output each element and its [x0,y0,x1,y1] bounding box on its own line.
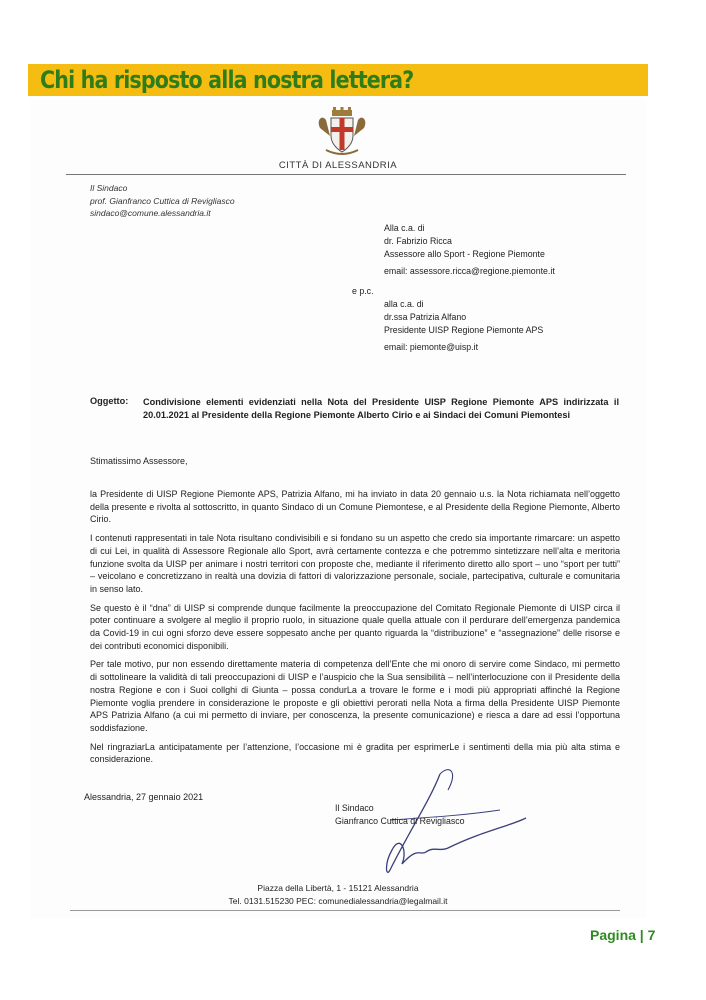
letterhead-divider [66,174,626,175]
letter-body [90,488,620,772]
sender-email: sindaco@comune.alessandria.it [90,208,211,218]
subject-text: Condivisione elementi evidenziati nella Nota del Presidente UISP Regione Piemonte APS indirizzata il 20.01.2021 al Presidente della Regione Piemonte Alberto Cirio e ai Sindaci dei Comuni Piemontesi [143,397,619,420]
paragraph: I contenuti rappresentati in tale Nota risultano condivisibili e si fondano su un aspetto che credo sia importante rimarcare: un aspetto di cui Lei, in qualità di Assessore Regionale allo Sport, avrà certamente contezza e che potremmo sintetizzare nell’alta e meritoria funzione svolta da UISP per animare i nostri territori con proposte che, mediante il riferimento diretto allo sport – uno “sport per tutti” – veicolano e concretizzano in realtà una dovizia di fattori di valorizzazione personale, sociale, partecipativa, culturale e comunitaria in senso lato. [90,533,620,594]
letter-footer [30,882,646,907]
paragraph: Se questo è il “dna” di UISP si comprende dunque facilmente la preoccupazione del Comitato Regionale Piemonte di UISP circa il poter continuare a svolgere al meglio il proprio ruolo, in situazione quale quella attuale con il perdurare dell’emergenza pandemica da Covid-19 in cui ogni sforzo deve essere soppesato anche per quanto riguarda la “distribuzione” e “assegnazione” delle risorse e dei contributi economici disponibili. [90,602,620,651]
city-name: CITTÀ DI ALESSANDRIA [278,160,398,171]
greeting: Stimatissimo Assessore, [90,456,188,466]
sender-name: prof. Gianfranco Cuttica di Revigliasco [90,195,235,206]
paragraph: la Presidente di UISP Regione Piemonte APS, Patrizia Alfano, mi ha inviato in data 20 gennaio u.s. la Nota richiamata nell’oggetto della presente e rivolta al sottoscritto, in quanto Sindaco di un Comune Piemontese, e al Presidente della Regione Piemonte, Alberto Cirio. [90,489,620,525]
recipient-email: email: assessore.ricca@regione.piemonte.it [384,266,555,276]
city-crest-icon [316,106,368,158]
signer-role: Il Sindaco [335,803,374,813]
cc-name: dr.ssa Patrizia Alfano [384,312,467,322]
scanned-letter [30,100,646,918]
subject-label: Oggetto: [90,396,129,406]
sender-role: Il Sindaco [90,183,128,193]
page-number: Pagina | 7 [590,927,656,943]
recipient-attn: Alla c.a. di [384,223,425,233]
paragraph: Nel ringraziarLa anticipatamente per l’attenzione, l’occasione mi è gradita per esprimerLe i sentimenti della mia più alta stima e considerazione. [90,741,620,765]
signer-name: Gianfranco Cuttica di Revigliasco [335,816,465,826]
signature-block [335,802,465,828]
footer-divider [70,910,620,911]
cc-label: e p.c. [352,286,374,296]
footer-contacts: Tel. 0131.515230 PEC: comunedialessandria@legalmail.it [228,895,448,906]
date-line: Alessandria, 27 gennaio 2021 [84,792,204,802]
cc-email: email: piemonte@uisp.it [384,342,479,352]
sender-block [90,182,235,220]
cc-role: Presidente UISP Regione Piemonte APS [384,325,544,335]
cc-block [384,298,543,354]
cc-attn: alla c.a. di [384,299,424,309]
recipient-block [384,222,555,278]
footer-address: Piazza della Libertà, 1 - 15121 Alessandria [257,883,419,893]
recipient-role: Assessore allo Sport - Regione Piemonte [384,249,545,259]
recipient-name: dr. Fabrizio Ricca [384,236,452,246]
paragraph: Per tale motivo, pur non essendo direttamente materia di competenza dell’Ente che mi onoro di servire come Sindaco, mi permetto di sottolineare la validità di tali preoccupazioni di UISP e l’auspicio che la Sua sensibilità – nell’interlocuzione con il Presidente della nostra Regione e con i Suoi collghi di Giunta – possa condurLa a trovare le forme e i modi più appropriati affinché la Regione Piemonte voglia prendere in considerazione le proposte e gli obiettivi perorati nella Nota a firma della Presidente UISP Piemonte APS Patrizia Alfano (a cui mi permetto di inviare, per conoscenza, la presente comunicazione) e riesca a dare ad essi l’opportuna soddisfazione. [90,659,620,733]
section-banner [28,64,648,96]
banner-title: Chi ha risposto alla nostra lettera? [40,66,414,94]
